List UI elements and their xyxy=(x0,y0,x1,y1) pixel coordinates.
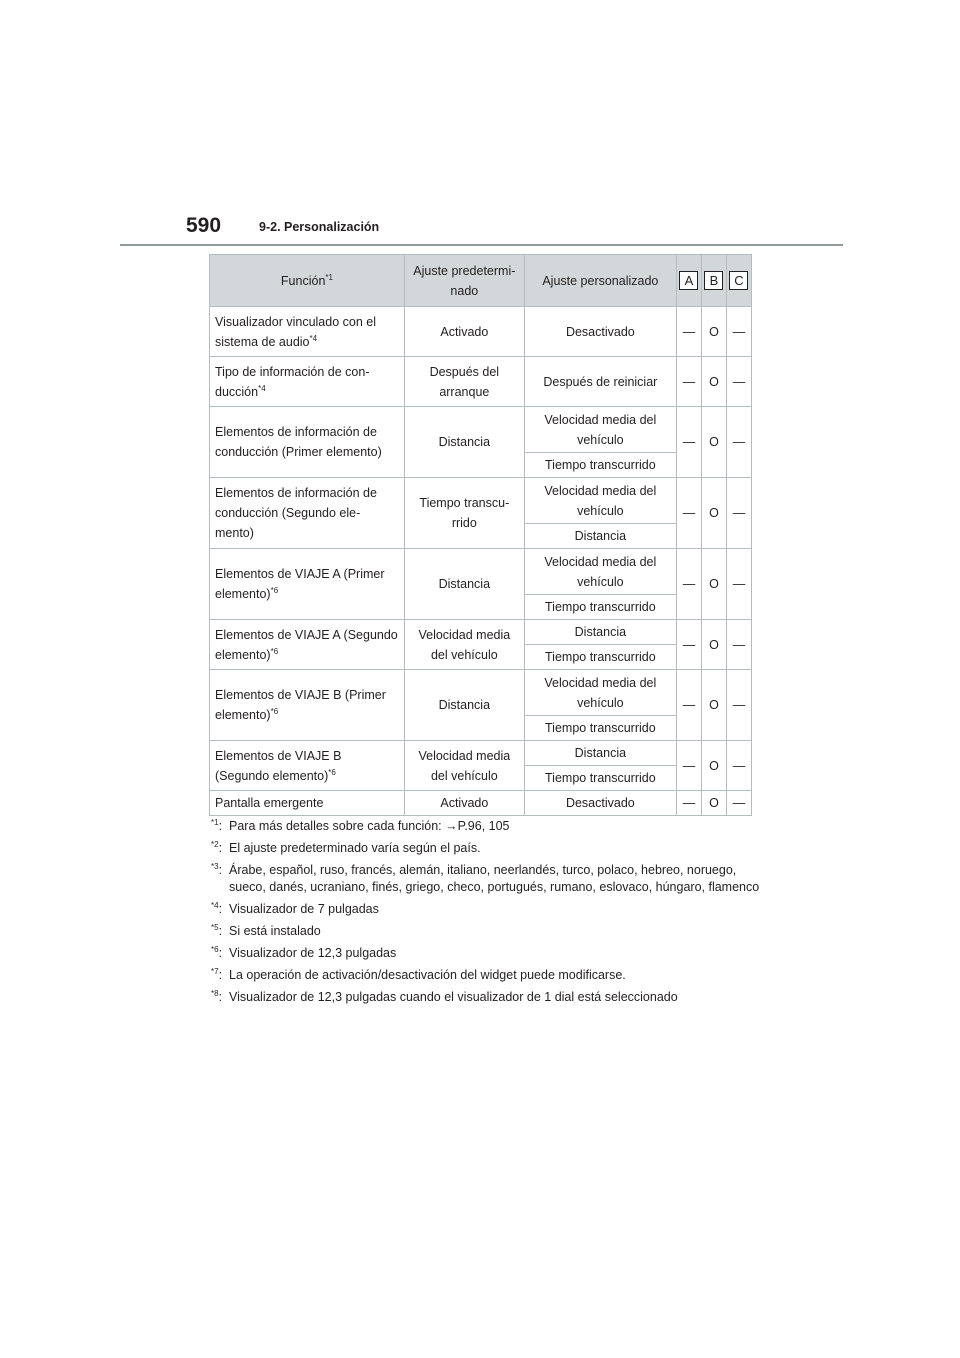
row-function xyxy=(210,549,405,620)
row-custom: Velocidad media del vehículo xyxy=(524,670,676,716)
row-function xyxy=(210,670,405,741)
row-function xyxy=(210,357,405,407)
row-function-text: Tipo de información de con-ducción xyxy=(215,364,370,399)
row-default: Después del arranque xyxy=(404,357,524,407)
footnote xyxy=(211,862,771,896)
footnote-mark-sup: *3 xyxy=(211,861,219,871)
header-c xyxy=(726,255,751,307)
footnote xyxy=(211,840,771,857)
row-function-text: Visualizador vinculado con el sistema de audio xyxy=(215,314,376,349)
row-custom: Distancia xyxy=(524,620,676,645)
footnote-mark: $^{*1}$: xyxy=(211,817,223,833)
row-c: — xyxy=(726,741,751,791)
footnote-mark-sup: *8 xyxy=(211,988,219,998)
row-b: O xyxy=(701,620,726,670)
table-header-row xyxy=(210,255,752,307)
header-rule xyxy=(120,244,843,246)
footnote-text: El ajuste predeterminado varía según el país. xyxy=(229,841,481,855)
footnote xyxy=(211,901,771,918)
section-title: 9-2. Personalización xyxy=(259,220,380,234)
settings-table xyxy=(209,254,752,816)
row-default: Tiempo transcu-rrido xyxy=(404,478,524,549)
row-default: Distancia xyxy=(404,407,524,478)
table-row xyxy=(210,478,752,524)
header-function-label: Función xyxy=(280,273,326,288)
row-custom: Después de reiniciar xyxy=(524,357,676,407)
footnote-text: Para más detalles sobre cada función: →P.96, 105 xyxy=(229,819,510,833)
row-b: O xyxy=(701,791,726,816)
row-function-text: Elementos de VIAJE B (Primer elemento) xyxy=(215,688,386,722)
row-a: — xyxy=(676,478,701,549)
row-default: Velocidad media del vehículo xyxy=(404,620,524,670)
row-c: — xyxy=(726,549,751,620)
table-row xyxy=(210,741,752,766)
row-custom: Desactivado xyxy=(524,791,676,816)
footnote-mark: $^{*6}$: xyxy=(211,944,223,960)
row-custom: Tiempo transcurrido xyxy=(524,645,676,670)
row-default: Distancia xyxy=(404,549,524,620)
row-b: O xyxy=(701,478,726,549)
footnote-text: Si está instalado xyxy=(229,924,321,938)
footnote-mark-sup: *6 xyxy=(211,944,219,954)
letter-a-box: A xyxy=(679,271,698,290)
footnote-text: Visualizador de 12,3 pulgadas xyxy=(229,946,397,960)
header-a xyxy=(676,255,701,307)
letter-b-box: B xyxy=(704,271,723,290)
table-row xyxy=(210,307,752,357)
row-custom: Tiempo transcurrido xyxy=(524,453,676,478)
row-b: O xyxy=(701,741,726,791)
row-custom: Tiempo transcurrido xyxy=(524,595,676,620)
row-c: — xyxy=(726,407,751,478)
row-function xyxy=(210,620,405,670)
header-function xyxy=(210,255,405,307)
footnote-text: Árabe, español, ruso, francés, alemán, italiano, neerlandés, turco, polaco, hebreo, noruego, sueco, danés, ucraniano, finés, griego, checo, portugués, rumano, eslovaco, húngaro, flamenco xyxy=(229,863,760,894)
row-function-sup: *4 xyxy=(309,333,318,343)
footnote-mark-sup: *7 xyxy=(211,966,219,976)
footnote-text: La operación de activación/desactivación del widget puede modificarse. xyxy=(229,968,626,982)
row-function-sup: *6 xyxy=(270,585,279,595)
row-function: Elementos de información de conducción (Primer elemento) xyxy=(210,407,405,478)
row-custom: Tiempo transcurrido xyxy=(524,716,676,741)
row-function-sup: *4 xyxy=(258,383,266,393)
row-c: — xyxy=(726,478,751,549)
row-default: Velocidad media del vehículo xyxy=(404,741,524,791)
footnote xyxy=(211,989,771,1006)
table-row xyxy=(210,791,752,816)
header-b xyxy=(701,255,726,307)
table-row xyxy=(210,357,752,407)
footnote-text: Visualizador de 12,3 pulgadas cuando el visualizador de 1 dial está seleccionado xyxy=(229,990,678,1004)
table-row xyxy=(210,620,752,645)
row-function xyxy=(210,307,405,357)
row-a: — xyxy=(676,307,701,357)
header-custom: Ajuste personalizado xyxy=(524,255,676,307)
row-function-sup: *6 xyxy=(270,706,279,716)
letter-c-box: C xyxy=(729,271,748,290)
footnote-mark: $^{*7}$: xyxy=(211,966,223,982)
footnote-text: Visualizador de 7 pulgadas xyxy=(229,902,379,916)
row-a: — xyxy=(676,357,701,407)
row-a: — xyxy=(676,791,701,816)
page-number: 590 xyxy=(186,214,222,237)
row-function-text: Elementos de VIAJE A (Primer elemento) xyxy=(215,567,385,601)
footnote xyxy=(211,945,771,962)
row-custom: Tiempo transcurrido xyxy=(524,766,676,791)
row-function-sup: *6 xyxy=(270,646,279,656)
row-b: O xyxy=(701,549,726,620)
footnote xyxy=(211,818,771,835)
row-custom: Velocidad media del vehículo xyxy=(524,478,676,524)
row-b: O xyxy=(701,307,726,357)
row-default: Distancia xyxy=(404,670,524,741)
row-a: — xyxy=(676,741,701,791)
row-default: Activado xyxy=(404,307,524,357)
footnote-mark-sup: *5 xyxy=(211,922,219,932)
row-b: O xyxy=(701,357,726,407)
table-row xyxy=(210,549,752,595)
row-c: — xyxy=(726,620,751,670)
footnote xyxy=(211,923,771,940)
row-b: O xyxy=(701,407,726,478)
row-b: O xyxy=(701,670,726,741)
row-a: — xyxy=(676,549,701,620)
table-row xyxy=(210,407,752,453)
footnote-mark: $^{*4}$: xyxy=(211,900,223,916)
row-default: Activado xyxy=(404,791,524,816)
row-c: — xyxy=(726,791,751,816)
row-a: — xyxy=(676,670,701,741)
footnote-mark: $^{*2}$: xyxy=(211,839,223,855)
row-custom: Velocidad media del vehículo xyxy=(524,549,676,595)
row-function-text: Elementos de VIAJE B (Segundo elemento) xyxy=(215,748,342,783)
header-function-sup: *1 xyxy=(325,272,333,282)
row-function: Elementos de información de conducción (Segundo ele-mento) xyxy=(210,478,405,549)
row-a: — xyxy=(676,620,701,670)
footnote-mark: $^{*5}$: xyxy=(211,922,223,938)
row-c: — xyxy=(726,670,751,741)
footnote-mark-sup: *2 xyxy=(211,839,219,849)
row-function-sup: *6 xyxy=(328,767,336,777)
footnote-mark-sup: *4 xyxy=(211,900,219,910)
table-row xyxy=(210,670,752,716)
footnote-mark: $^{*3}$: xyxy=(211,861,223,877)
footnote-mark: $^{*8}$: xyxy=(211,988,223,1004)
row-a: — xyxy=(676,407,701,478)
footnote xyxy=(211,967,771,984)
row-custom: Distancia xyxy=(524,524,676,549)
row-c: — xyxy=(726,357,751,407)
row-custom: Velocidad media del vehículo xyxy=(524,407,676,453)
row-function xyxy=(210,741,405,791)
row-function: Pantalla emergente xyxy=(210,791,405,816)
row-c: — xyxy=(726,307,751,357)
row-function-text: Elementos de VIAJE A (Segundo elemento) xyxy=(215,627,398,662)
row-custom: Desactivado xyxy=(524,307,676,357)
footnotes xyxy=(211,818,771,1011)
header-default: Ajuste predetermi-nado xyxy=(404,255,524,307)
footnote-mark-sup: *1 xyxy=(211,817,219,827)
row-custom: Distancia xyxy=(524,741,676,766)
